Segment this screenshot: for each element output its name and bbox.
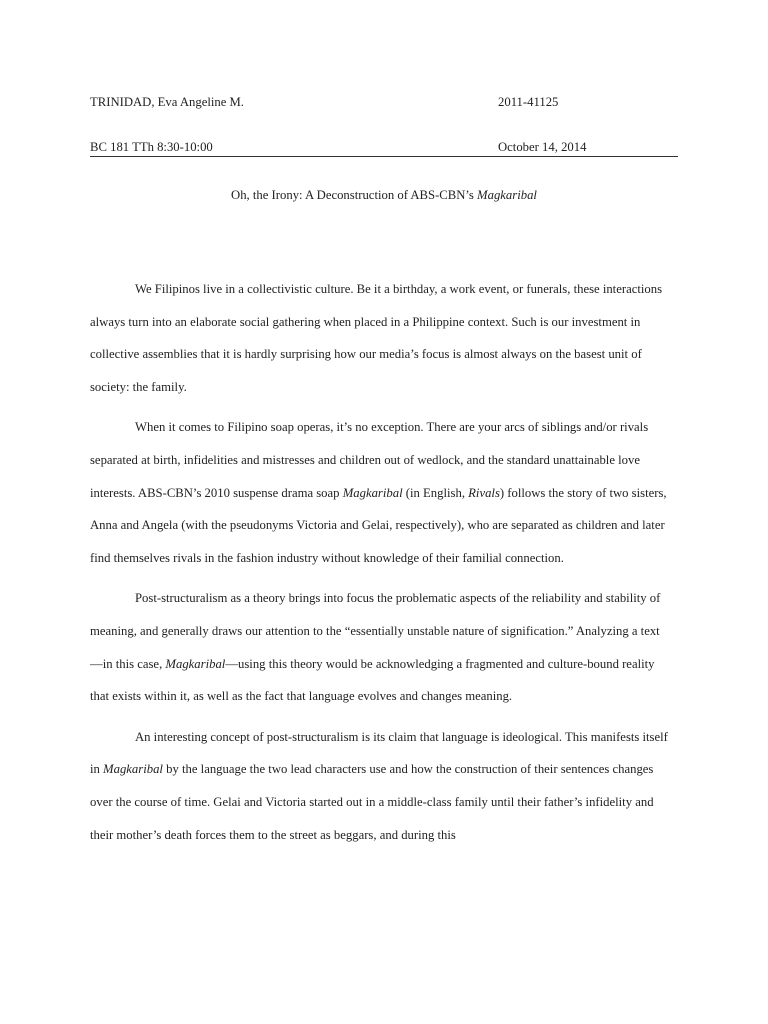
title-show-name: Magkaribal: [477, 188, 537, 202]
paragraph-4-show-name: Magkaribal: [103, 762, 163, 777]
essay-body: [90, 273, 670, 859]
course-schedule: BC 181 TTh 8:30-10:00: [90, 140, 213, 154]
paragraph-2-show-name: Magkaribal: [342, 485, 403, 500]
student-name: TRINIDAD, Eva Angeline M.: [90, 95, 244, 109]
document-title: [90, 186, 678, 204]
header-divider: [90, 156, 678, 157]
paragraph-3-show-name: Magkaribal: [165, 656, 226, 671]
paragraph-2-english-title: Rivals: [468, 485, 500, 500]
paragraph-1-text: We Filipinos live in a collectivistic culture. Be it a birthday, a work event, or funerals, these interactions always turn into an elaborate social gathering when placed in a Philippine context. Such is our investment in collective assemblies that it is hardly surprising how our media’s focus is almost always on the basest unit of society: the family.: [90, 282, 663, 394]
paragraph-3-text-a: Post-structuralism as a theory brings into focus the problematic aspects of the reliability and stability of meaning, and generally draws our attention to the “essentially unstable nature of signification.” Analyzing a text—in this case,: [90, 591, 661, 671]
paragraph-4-text-a: An interesting concept of post-structuralism is its claim that language is ideological. This manifests itself in: [90, 729, 668, 777]
document-date: October 14, 2014: [498, 140, 587, 154]
paragraph-4: [90, 721, 670, 851]
header-row-1: [90, 93, 678, 111]
header-row-2: [90, 138, 678, 156]
paragraph-2-text-c: (in English,: [402, 485, 469, 500]
paragraph-2: [90, 411, 670, 574]
paragraph-1: [90, 273, 670, 403]
student-number: 2011-41125: [498, 95, 559, 109]
paragraph-2-text-e: ) follows the story of two sisters, Anna and Angela (with the pseudonyms Victoria and Gelai, respectively), who are separated as children and later find themselves rivals in the fashion industry without knowledge of their familial connection.: [90, 485, 667, 565]
paragraph-2-text-a: When it comes to Filipino soap operas, it’s no exception. There are your arcs of siblings and/or rivals separated at birth, infidelities and mistresses and children out of wedlock, and the standard unattainable love interests. ABS-CBN’s 2010 suspense drama soap: [90, 420, 649, 500]
paragraph-3: [90, 582, 670, 712]
title-text: Oh, the Irony: A Deconstruction of ABS-CBN’s: [231, 188, 478, 202]
paragraph-4-text-c: by the language the two lead characters use and how the construction of their sentences changes over the course of time. Gelai and Victoria started out in a middle-class family until their father’s infidelity and their mother’s death forces them to the street as beggars, and during this: [90, 762, 654, 842]
paragraph-3-text-c: —using this theory would be acknowledging a fragmented and culture-bound reality that exists within it, as well as the fact that language evolves and changes meaning.: [90, 656, 655, 704]
